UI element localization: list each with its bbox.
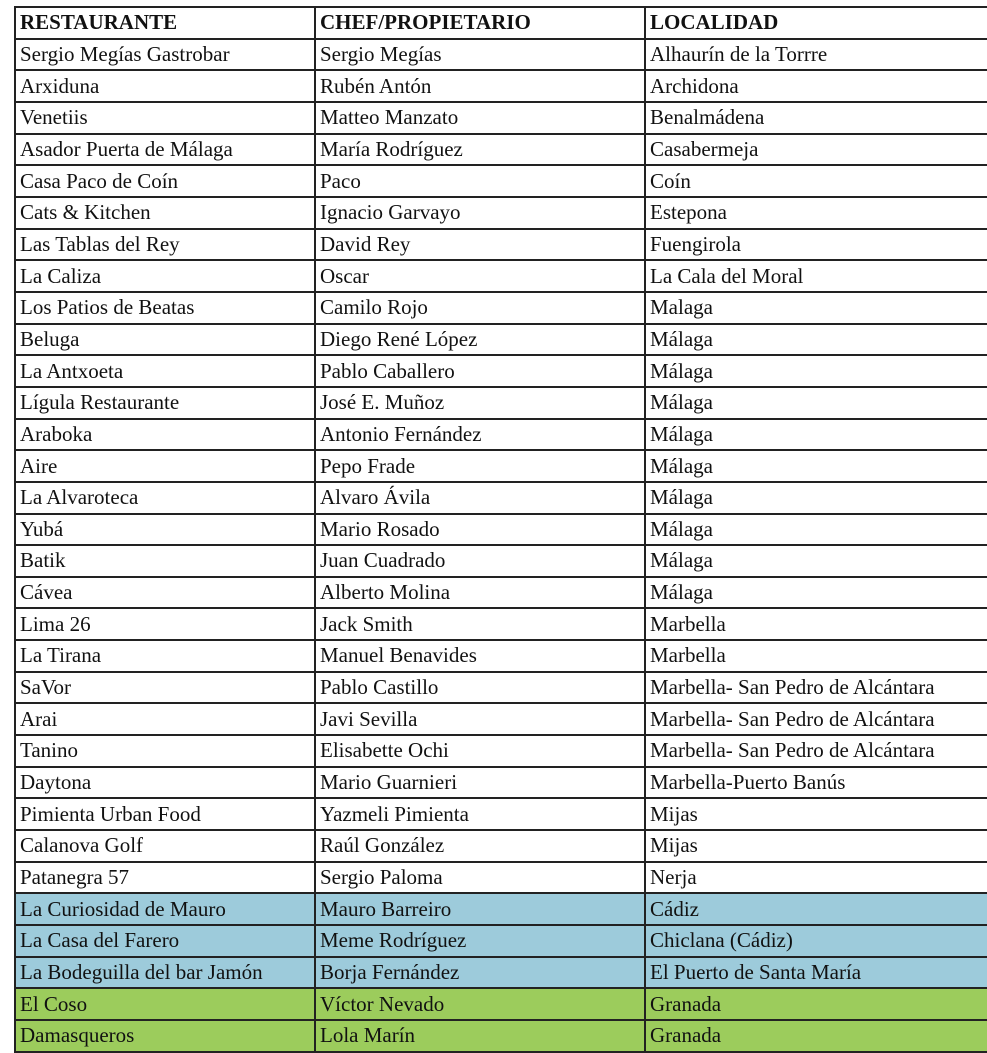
chef-cell[interactable]: Paco xyxy=(315,165,645,197)
table-row xyxy=(15,39,987,71)
chef-cell[interactable]: Camilo Rojo xyxy=(315,292,645,324)
restaurant-cell[interactable]: Lima 26 xyxy=(15,608,315,640)
table-row xyxy=(15,862,987,894)
location-cell[interactable]: Mijas xyxy=(645,830,987,862)
restaurant-cell[interactable]: Venetiis xyxy=(15,102,315,134)
restaurant-cell[interactable]: Araboka xyxy=(15,419,315,451)
chef-cell[interactable]: Mario Rosado xyxy=(315,514,645,546)
restaurant-cell[interactable]: SaVor xyxy=(15,672,315,704)
table-row xyxy=(15,102,987,134)
location-cell[interactable]: Granada xyxy=(645,988,987,1020)
location-cell[interactable]: Málaga xyxy=(645,419,987,451)
table-row xyxy=(15,197,987,229)
table-row xyxy=(15,735,987,767)
restaurant-cell[interactable]: Pimienta Urban Food xyxy=(15,798,315,830)
chef-cell[interactable]: Jack Smith xyxy=(315,608,645,640)
chef-cell[interactable]: Mauro Barreiro xyxy=(315,893,645,925)
restaurant-cell[interactable]: Cávea xyxy=(15,577,315,609)
restaurant-cell[interactable]: El Coso xyxy=(15,988,315,1020)
header-row xyxy=(15,7,987,39)
chef-cell[interactable]: Diego René López xyxy=(315,324,645,356)
chef-cell[interactable]: Borja Fernández xyxy=(315,957,645,989)
chef-cell[interactable]: Javi Sevilla xyxy=(315,703,645,735)
location-cell[interactable]: Fuengirola xyxy=(645,229,987,261)
restaurant-cell[interactable]: Beluga xyxy=(15,324,315,356)
chef-cell[interactable]: Rubén Antón xyxy=(315,70,645,102)
chef-cell[interactable]: Juan Cuadrado xyxy=(315,545,645,577)
restaurant-cell[interactable]: La Caliza xyxy=(15,260,315,292)
chef-cell[interactable]: José E. Muñoz xyxy=(315,387,645,419)
restaurant-cell[interactable]: Cats & Kitchen xyxy=(15,197,315,229)
chef-cell[interactable]: Meme Rodríguez xyxy=(315,925,645,957)
location-cell[interactable]: Málaga xyxy=(645,482,987,514)
location-cell[interactable]: Coín xyxy=(645,165,987,197)
table-row xyxy=(15,957,987,989)
header-restaurante[interactable]: RESTAURANTE xyxy=(15,7,315,39)
location-cell[interactable]: Alhaurín de la Torrre xyxy=(645,39,987,71)
chef-cell[interactable]: Oscar xyxy=(315,260,645,292)
chef-cell[interactable]: Matteo Manzato xyxy=(315,102,645,134)
table-row xyxy=(15,482,987,514)
chef-cell[interactable]: Elisabette Ochi xyxy=(315,735,645,767)
table-row xyxy=(15,292,987,324)
table-row xyxy=(15,672,987,704)
chef-cell[interactable]: Sergio Paloma xyxy=(315,862,645,894)
restaurant-cell[interactable]: La Tirana xyxy=(15,640,315,672)
restaurant-cell[interactable]: Tanino xyxy=(15,735,315,767)
chef-cell[interactable]: Lola Marín xyxy=(315,1020,645,1052)
table-row xyxy=(15,514,987,546)
restaurant-cell[interactable]: La Bodeguilla del bar Jamón xyxy=(15,957,315,989)
location-cell[interactable]: Málaga xyxy=(645,355,987,387)
location-cell[interactable]: Marbella-Puerto Banús xyxy=(645,767,987,799)
header-chef-propietario[interactable]: CHEF/PROPIETARIO xyxy=(315,7,645,39)
table-row xyxy=(15,419,987,451)
chef-cell[interactable]: Antonio Fernández xyxy=(315,419,645,451)
table-row xyxy=(15,988,987,1020)
location-cell[interactable]: Nerja xyxy=(645,862,987,894)
chef-cell[interactable]: Víctor Nevado xyxy=(315,988,645,1020)
chef-cell[interactable]: Sergio Megías xyxy=(315,39,645,71)
table-row xyxy=(15,767,987,799)
table-row xyxy=(15,893,987,925)
chef-cell[interactable]: Manuel Benavides xyxy=(315,640,645,672)
table-row xyxy=(15,798,987,830)
table-row xyxy=(15,640,987,672)
location-cell[interactable]: El Puerto de Santa María xyxy=(645,957,987,989)
restaurant-cell[interactable]: La Antxoeta xyxy=(15,355,315,387)
location-cell[interactable]: Málaga xyxy=(645,387,987,419)
table-row xyxy=(15,1020,987,1052)
table-row xyxy=(15,830,987,862)
restaurant-cell[interactable]: Patanegra 57 xyxy=(15,862,315,894)
chef-cell[interactable]: Yazmeli Pimienta xyxy=(315,798,645,830)
location-cell[interactable]: Benalmádena xyxy=(645,102,987,134)
location-cell[interactable]: Casabermeja xyxy=(645,134,987,166)
table-row xyxy=(15,165,987,197)
restaurant-cell[interactable]: Los Patios de Beatas xyxy=(15,292,315,324)
location-cell[interactable]: Cádiz xyxy=(645,893,987,925)
restaurant-cell[interactable]: La Alvaroteca xyxy=(15,482,315,514)
table-row xyxy=(15,134,987,166)
restaurant-cell[interactable]: Damasqueros xyxy=(15,1020,315,1052)
location-cell[interactable]: Archidona xyxy=(645,70,987,102)
restaurant-cell[interactable]: La Casa del Farero xyxy=(15,925,315,957)
restaurant-table xyxy=(14,6,987,1053)
location-cell[interactable]: Mijas xyxy=(645,798,987,830)
restaurant-cell[interactable]: Las Tablas del Rey xyxy=(15,229,315,261)
chef-cell[interactable]: Raúl González xyxy=(315,830,645,862)
table-row xyxy=(15,260,987,292)
table-row xyxy=(15,387,987,419)
restaurant-cell[interactable]: Aire xyxy=(15,450,315,482)
location-cell[interactable]: Malaga xyxy=(645,292,987,324)
table-row xyxy=(15,703,987,735)
location-cell[interactable]: Málaga xyxy=(645,324,987,356)
table-row xyxy=(15,545,987,577)
table-row xyxy=(15,450,987,482)
location-cell[interactable]: Granada xyxy=(645,1020,987,1052)
location-cell[interactable]: Málaga xyxy=(645,450,987,482)
chef-cell[interactable]: Ignacio Garvayo xyxy=(315,197,645,229)
restaurant-cell[interactable]: Asador Puerta de Málaga xyxy=(15,134,315,166)
restaurant-cell[interactable]: Batik xyxy=(15,545,315,577)
restaurant-cell[interactable]: La Curiosidad de Mauro xyxy=(15,893,315,925)
restaurant-cell[interactable]: Lígula Restaurante xyxy=(15,387,315,419)
chef-cell[interactable]: Alberto Molina xyxy=(315,577,645,609)
table-row xyxy=(15,70,987,102)
table-row xyxy=(15,925,987,957)
location-cell[interactable]: Málaga xyxy=(645,545,987,577)
chef-cell[interactable]: David Rey xyxy=(315,229,645,261)
location-cell[interactable]: Málaga xyxy=(645,577,987,609)
chef-cell[interactable]: Alvaro Ávila xyxy=(315,482,645,514)
location-cell[interactable]: Marbella- San Pedro de Alcántara xyxy=(645,735,987,767)
table-row xyxy=(15,324,987,356)
location-cell[interactable]: La Cala del Moral xyxy=(645,260,987,292)
restaurant-cell[interactable]: Daytona xyxy=(15,767,315,799)
table-row xyxy=(15,355,987,387)
restaurant-cell[interactable]: Calanova Golf xyxy=(15,830,315,862)
chef-cell[interactable]: María Rodríguez xyxy=(315,134,645,166)
restaurant-cell[interactable]: Arxiduna xyxy=(15,70,315,102)
location-cell[interactable]: Marbella- San Pedro de Alcántara xyxy=(645,672,987,704)
restaurant-cell[interactable]: Sergio Megías Gastrobar xyxy=(15,39,315,71)
restaurant-cell[interactable]: Yubá xyxy=(15,514,315,546)
table-row xyxy=(15,229,987,261)
location-cell[interactable]: Málaga xyxy=(645,514,987,546)
location-cell[interactable]: Estepona xyxy=(645,197,987,229)
table-row xyxy=(15,608,987,640)
restaurant-cell[interactable]: Casa Paco de Coín xyxy=(15,165,315,197)
chef-cell[interactable]: Pepo Frade xyxy=(315,450,645,482)
location-cell[interactable]: Marbella xyxy=(645,640,987,672)
chef-cell[interactable]: Pablo Castillo xyxy=(315,672,645,704)
location-cell[interactable]: Marbella xyxy=(645,608,987,640)
chef-cell[interactable]: Pablo Caballero xyxy=(315,355,645,387)
restaurant-cell[interactable]: Arai xyxy=(15,703,315,735)
header-localidad[interactable]: LOCALIDAD xyxy=(645,7,987,39)
table-body xyxy=(15,39,987,1052)
table-row xyxy=(15,577,987,609)
location-cell[interactable]: Marbella- San Pedro de Alcántara xyxy=(645,703,987,735)
chef-cell[interactable]: Mario Guarnieri xyxy=(315,767,645,799)
location-cell[interactable]: Chiclana (Cádiz) xyxy=(645,925,987,957)
